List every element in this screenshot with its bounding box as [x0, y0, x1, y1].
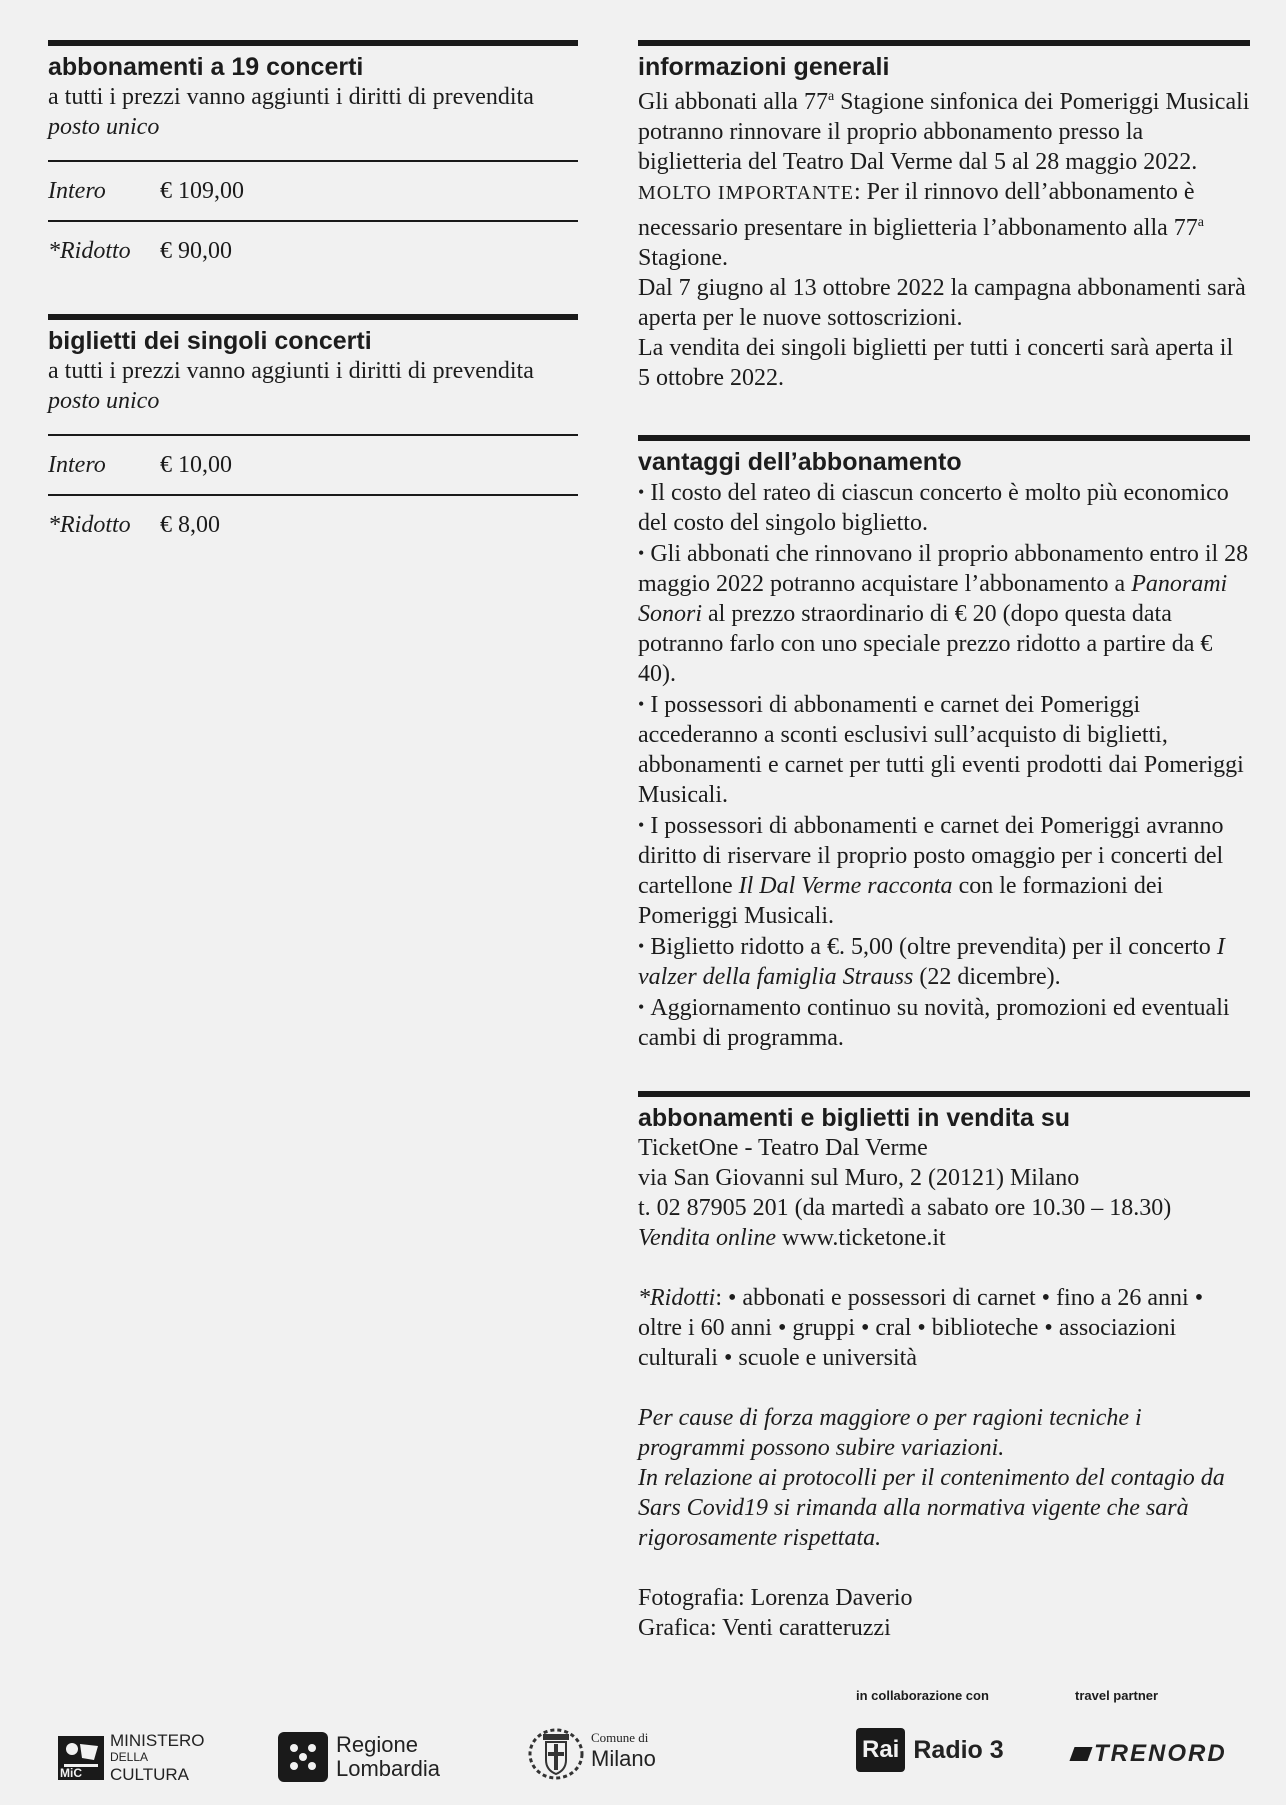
trenord-mark-icon — [1069, 1747, 1092, 1761]
section-rule — [638, 1091, 1250, 1097]
biglietti-title: biglietti dei singoli concerti — [48, 327, 372, 355]
vantaggi-item: • Il costo del rateo di ciascun concerto è molto più economico del costo del singolo biglietto. — [638, 477, 1250, 538]
vantaggi-item: • I possessori di abbonamenti e carnet dei Pomeriggi accederanno a sconti esclusivi sull’acquisto di biglietti, abbonamenti e carnet per tutti gli eventi prodotti dai Pomeriggi Musicali. — [638, 689, 1250, 810]
credit-graphic: Grafica: Venti caratteruzzi — [638, 1615, 891, 1641]
price-label: Intero — [48, 451, 106, 478]
credit-photo: Fotografia: Lorenza Daverio — [638, 1585, 913, 1611]
section-rule — [638, 435, 1250, 441]
abbonamenti-title: abbonamenti a 19 concerti — [48, 53, 364, 81]
left-column — [48, 40, 578, 554]
vantaggi-item: • Biglietto ridotto a €. 5,00 (oltre prevendita) per il concerto I valzer della famiglia Strauss (22 dicembre). — [638, 931, 1250, 992]
price-label: *Ridotto — [48, 237, 131, 264]
comune-milano-logo: Comune di Milano — [525, 1720, 656, 1782]
vantaggi-item: • Aggiornamento continuo su novità, promozioni ed eventuali cambi di programma. — [638, 992, 1250, 1053]
vantaggi-title: vantaggi dell’abbonamento — [638, 448, 962, 476]
sponsor-footer — [0, 1680, 1286, 1805]
price-value: € 90,00 — [160, 237, 232, 264]
vendita-line: via San Giovanni sul Muro, 2 (20121) Milano — [638, 1165, 1080, 1191]
price-row-ridotto — [48, 496, 578, 554]
price-value: € 8,00 — [160, 511, 220, 538]
trenord-logo: TRENORD — [1072, 1740, 1227, 1768]
vendita-title: abbonamenti e biglietti in vendita su — [638, 1104, 1070, 1132]
info-paragraph: Gli abbonati alla 77$^a$ Stagione sinfonica dei Pomeriggi Musicali potranno rinnovare il proprio abbonamento presso la biglietteria del Teatro Dal Verme dal 5 al 28 maggio 2022. MOLTO IMPORTANTE: Per il rinnovo dell’abbonamento è necessario presentare in biglietteria l’abbonamento alla 77$^a$ Stagione. — [638, 89, 1250, 271]
abbonamenti-seat: posto unico — [48, 114, 160, 140]
price-label: *Ridotto — [48, 511, 131, 538]
info-title: informazioni generali — [638, 53, 890, 81]
vantaggi-item: • I possessori di abbonamenti e carnet dei Pomeriggi avranno diritto di riservare il proprio posto omaggio per i concerti del cartellone Il Dal Verme racconta con le formazioni dei Pomeriggi Musicali. — [638, 810, 1250, 931]
price-value: € 10,00 — [160, 451, 232, 478]
price-row-intero — [48, 162, 578, 220]
biglietti-seat: posto unico — [48, 388, 160, 414]
regione-lombardia-logo: Regione Lombardia — [278, 1732, 440, 1782]
section-rule — [638, 40, 1250, 46]
price-row-intero — [48, 436, 578, 494]
vendita-line: TicketOne - Teatro Dal Verme — [638, 1135, 928, 1161]
price-value: € 109,00 — [160, 177, 244, 204]
disclaimer-note: In relazione ai protocolli per il contenimento del contagio da Sars Covid19 si rimanda alla normativa vigente che sarà rigorosamente rispettata. — [638, 1465, 1225, 1551]
info-paragraph: Dal 7 giugno al 13 ottobre 2022 la campagna abbonamenti sarà aperta per le nuove sottoscrizioni. — [638, 275, 1246, 331]
ministero-logo: MiC MINISTERO DELLA CULTURA — [60, 1731, 205, 1784]
vendita-line: Vendita online www.ticketone.it — [638, 1225, 946, 1251]
vantaggi-item: • Gli abbonati che rinnovano il proprio abbonamento entro il 28 maggio 2022 potranno acquistare l’abbonamento a Panorami Sonori al prezzo straordinario di € 20 (dopo questa data potranno farlo con uno speciale prezzo ridotto a partire da € 40). — [638, 538, 1250, 689]
section-rule — [48, 40, 578, 46]
price-row-ridotto — [48, 222, 578, 280]
section-rule — [48, 314, 578, 320]
info-paragraph: La vendita dei singoli biglietti per tutti i concerti sarà aperta il 5 ottobre 2022. — [638, 335, 1234, 391]
right-column — [638, 40, 1250, 1643]
ministero-emblem-icon: MiC — [58, 1736, 104, 1780]
milano-crest-icon — [525, 1720, 587, 1782]
rai-radio3-logo: Rai Radio 3 — [856, 1728, 1004, 1772]
rosa-camuna-icon — [278, 1732, 328, 1782]
collab-label: in collaborazione con — [856, 1688, 989, 1703]
disclaimer-note: Per cause di forza maggiore o per ragioni tecniche i programmi possono subire variazioni. — [638, 1405, 1142, 1461]
rai-icon: Rai — [856, 1728, 905, 1772]
travel-partner-label: travel partner — [1075, 1688, 1159, 1703]
biglietti-note: a tutti i prezzi vanno aggiunti i diritti di prevendita — [48, 358, 534, 384]
vendita-line: t. 02 87905 201 (da martedì a sabato ore 10.30 – 18.30) — [638, 1195, 1172, 1221]
abbonamenti-note: a tutti i prezzi vanno aggiunti i diritti di prevendita — [48, 84, 534, 110]
ridotti-paragraph: *Ridotti: • abbonati e possessori di carnet • fino a 26 anni • oltre i 60 anni • gruppi • cral • biblioteche • associazioni culturali • scuole e università — [638, 1285, 1204, 1371]
price-label: Intero — [48, 177, 106, 204]
